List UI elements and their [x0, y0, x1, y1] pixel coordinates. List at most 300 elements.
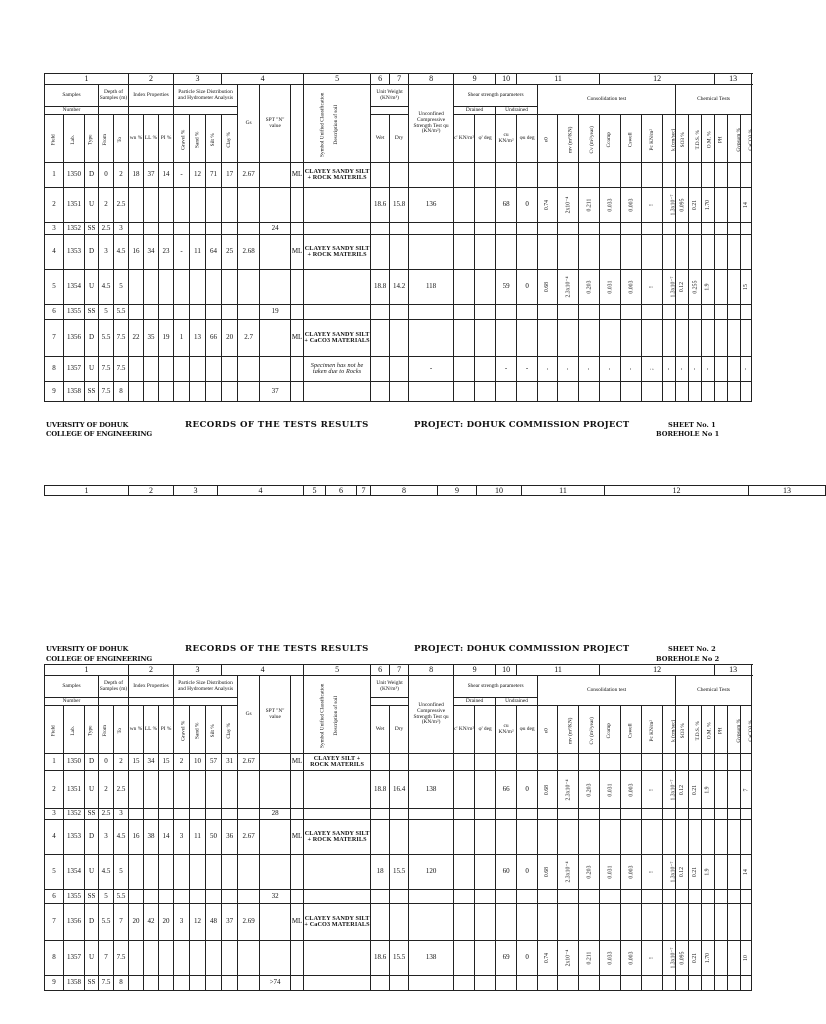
- sheet2-hdr-shear: Shear strength parameters: [454, 676, 538, 698]
- sheet1-cell-gs: [238, 223, 260, 235]
- sheet2-hdr-undrained: Undrained: [496, 698, 538, 706]
- sheet1-cell-mv: [558, 223, 579, 235]
- sheet2-cell-gs: 2.67: [238, 820, 260, 855]
- sheet1-hdr-chemical: Chemical Tests: [676, 85, 752, 115]
- sheet2-cell-k: [663, 890, 676, 904]
- sheet2-table-row: [45, 976, 752, 991]
- sheet2-cell-to: 7: [114, 904, 129, 941]
- sheet1-cell-c: [454, 270, 475, 305]
- sheet1-cell-from: 7.5: [99, 357, 114, 382]
- sheet2-cell-c: [454, 976, 475, 991]
- sheet2-cell-spt: [260, 754, 291, 771]
- sheet2-cell-desc: CLAYEY SILT + ROCK MATERILS: [304, 754, 371, 771]
- sheet2-cell-tds: [689, 771, 702, 809]
- sheet2-cell-gyp: [728, 855, 741, 890]
- sheet1-cell-clay: [222, 305, 238, 320]
- sheet1-cell-e0-text: 0.68: [544, 282, 551, 293]
- sheet2-cell-cv-text: 0.203: [586, 783, 593, 797]
- sheet1-cell-om: [702, 320, 715, 357]
- sheet1-hdr-pc-text: Pc KN/m²: [649, 128, 656, 151]
- sheet1-cell-gyp: [728, 223, 741, 235]
- sheet1-cell-e0: [538, 382, 558, 402]
- sheet2-cell-spt: [260, 904, 291, 941]
- sheet1-cell-dry: [390, 357, 409, 382]
- sheet2-cell-e0: [538, 754, 558, 771]
- sheet2-cell-so3: [676, 941, 689, 976]
- sheet1-hdr-sand-text: Sand %: [194, 131, 201, 148]
- sheet1-cell-silt: [206, 188, 222, 223]
- sheet1-cell-clay: 20: [222, 320, 238, 357]
- sheet2-cell-cc-text: 0.031: [607, 783, 614, 797]
- sheet2-col-number: 11: [517, 665, 600, 676]
- sheet1-cell-ll: [144, 223, 159, 235]
- sheet2-cell-caco3-text: 14: [743, 869, 750, 876]
- sheet2-cell-wet: [371, 820, 390, 855]
- sheet2-cell-qu: 138: [409, 941, 454, 976]
- sheet2-cell-gyp: [728, 976, 741, 991]
- sheet2-cell-ph: [715, 809, 728, 820]
- sheet1-cell-wet: 18.6: [371, 188, 390, 223]
- sheet1-hdr-c_prime: c' KN/m²: [454, 115, 475, 163]
- sheet1-cell-qu: [409, 223, 454, 235]
- sheet1-table-row: [45, 320, 752, 357]
- sheet2-table-row: [45, 820, 752, 855]
- sheet2-cell-phi: [475, 890, 496, 904]
- sheet2-cell-sand: [190, 941, 206, 976]
- sheet1-cell-pi: 14: [159, 163, 174, 188]
- sheet2-cell-cs: [621, 904, 642, 941]
- sheet2-col-number: 12: [600, 665, 715, 676]
- sheet2-hdr-cv: [579, 706, 600, 754]
- sheet1-col-number: 2: [129, 74, 174, 85]
- sheet2-hdr-cv-text: Cv (m²/year): [588, 716, 595, 745]
- sheet1-project-title: PROJECT: DOHUK COMMISSION PROJECT: [414, 420, 630, 430]
- sheet1-cell-sym: [291, 382, 304, 402]
- sheet1-cell-type: D: [85, 320, 99, 357]
- sheet2-university: UVERSITY OF DOHUK: [46, 645, 129, 653]
- sheet2-cell-clay: [222, 809, 238, 820]
- sheet2-cell-so3-text: 0.12: [679, 867, 686, 878]
- sheet2-cell-cu: [496, 976, 517, 991]
- sheet1-cell-dry: [390, 305, 409, 320]
- sheet1-hdr-e0-text: e0: [543, 136, 550, 142]
- sheet1-cell-ph: [715, 235, 728, 270]
- sheet1-col-number: 4: [222, 74, 304, 85]
- sheet2-cell-dry: [390, 754, 409, 771]
- sheet2-hdr-phi_prime: φ' deg: [475, 706, 496, 754]
- sheet1-hdr-description: [304, 85, 371, 163]
- sheet1-cell-qu: [409, 382, 454, 402]
- sheet2-cell-sand: [190, 855, 206, 890]
- sheet2-cell-to: 4.5: [114, 820, 129, 855]
- sheet2-cell-sym: [291, 941, 304, 976]
- sheet2-cell-field: 6: [45, 890, 64, 904]
- sheet2-cell-phi: [475, 771, 496, 809]
- sheet1-cell-desc: CLAYEY SANDY SILT + ROCK MATERILS: [304, 163, 371, 188]
- sheet1-cell-om: [702, 223, 715, 235]
- sheet2-cell-caco3: [741, 809, 752, 820]
- sheet2-table-row: [45, 890, 752, 904]
- sheet1-cell-sym: ML: [291, 235, 304, 270]
- sheet1-cell-ph: [715, 163, 728, 188]
- sheet1-col-number: 13: [715, 74, 752, 85]
- sheet1-cell-om-text: 1.9: [705, 283, 712, 291]
- sheet2-cell-e0-text: 0.68: [544, 784, 551, 795]
- sheet1-cell-k: [663, 357, 676, 382]
- sheet2-cell-phiu: [517, 809, 538, 820]
- sheet2-cell-cu: 66: [496, 771, 517, 809]
- sheet2-cell-gs: 2.69: [238, 904, 260, 941]
- sheet2-cell-field: 7: [45, 904, 64, 941]
- sheet2-cell-field: 4: [45, 820, 64, 855]
- sheet1-cell-silt: 66: [206, 320, 222, 357]
- sheet1-hdr-cv-text: Cv (m²/year): [588, 125, 595, 154]
- sheet1-cell-spt: 24: [260, 223, 291, 235]
- sheet1-cell-cu: [496, 305, 517, 320]
- sheet1-cell-gyp: [728, 235, 741, 270]
- sheet1-cell-ph: [715, 188, 728, 223]
- sheet1-cell-dry: [390, 223, 409, 235]
- sheet1-cell-cv: [579, 305, 600, 320]
- sheet2-cell-tds: [689, 754, 702, 771]
- sheet2-cell-wet: [371, 976, 390, 991]
- sheet2-college: COLLEGE OF ENGINEERING: [46, 655, 152, 663]
- sheet1-cell-ph: [715, 357, 728, 382]
- sheet1-cell-tds: [689, 163, 702, 188]
- sheet1-cell-ph: [715, 320, 728, 357]
- sheet1-cell-ll: [144, 357, 159, 382]
- sheet1-col-number: 12: [600, 74, 715, 85]
- sheet1-cell-cu: [496, 382, 517, 402]
- sheet2-hdr-sand: [190, 706, 206, 754]
- sheet1-cell-type: U: [85, 188, 99, 223]
- sheet1-cell-phi: [475, 235, 496, 270]
- sheet1-hdr-so3: [676, 115, 689, 163]
- sheet1-cell-so3: [676, 305, 689, 320]
- sheet1-cell-pc-text: ;: [649, 368, 656, 371]
- sheet1-cell-clay: 25: [222, 235, 238, 270]
- sheet2-col-number: 13: [715, 665, 752, 676]
- sheet2-hdr-k-text: k (cm/sec): [670, 719, 677, 742]
- sheet2-cell-clay: 31: [222, 754, 238, 771]
- sheet1-cell-to: 3: [114, 223, 129, 235]
- sheet2-cell-c: [454, 820, 475, 855]
- sheet2-cell-sand: 11: [190, 820, 206, 855]
- sheet2-hdr-from: [99, 706, 114, 754]
- sheet1-cell-mv: [558, 357, 579, 382]
- sheet2-cell-silt: 48: [206, 904, 222, 941]
- sheet2-cell-pc: [642, 904, 663, 941]
- sheet2-cell-pc-text: !: [649, 871, 656, 874]
- sheet1-cell-silt: [206, 382, 222, 402]
- sheet1-cell-field: 9: [45, 382, 64, 402]
- sheet2-cell-lab: 1356: [64, 904, 85, 941]
- sheet2-col-number: 2: [129, 665, 174, 676]
- sheet2-cell-sand: [190, 976, 206, 991]
- sheet1-cell-dry: 14.2: [390, 270, 409, 305]
- sheet2-cell-cu: [496, 904, 517, 941]
- sheet1-cell-cv-text: -: [586, 368, 593, 371]
- sheet1-cell-wet: [371, 357, 390, 382]
- sheet2-cell-mv: [558, 976, 579, 991]
- sheet1-hdr-to: [114, 115, 129, 163]
- sheet2-cell-om-text: 1.9: [705, 786, 712, 794]
- sheet1-hdr-type: [85, 115, 99, 163]
- sheet1-cell-ph: [715, 223, 728, 235]
- sheet1-cell-k-text: 1.3x10⁻⁷: [670, 194, 677, 216]
- sheet1-cell-field: 2: [45, 188, 64, 223]
- sheet2-hdr-ll: LL %: [144, 706, 159, 754]
- sheet2-cell-om: [702, 754, 715, 771]
- sheet2-cell-k-text: 1.3x10⁻⁷: [670, 779, 677, 801]
- sheet1-cell-lab: 1356: [64, 320, 85, 357]
- sheet2-cell-desc: [304, 855, 371, 890]
- sheet2-hdr-gravel-text: Gravel %: [180, 720, 187, 741]
- sheet1-tests-table: [44, 73, 755, 402]
- sheet1-cell-mv-text: 2x10⁻⁴: [565, 197, 572, 214]
- sheet2-cell-dry: 15.5: [390, 855, 409, 890]
- sheet1-cell-tds: [689, 305, 702, 320]
- sheet2-cell-phiu: [517, 754, 538, 771]
- sheet2-cell-lab: 1358: [64, 976, 85, 991]
- sheet1-cell-gs: 2.7: [238, 320, 260, 357]
- sheet2-hdr-field-text: Field: [50, 725, 57, 736]
- sheet1-cell-c: [454, 320, 475, 357]
- sheet2-cell-pi: 15: [159, 754, 174, 771]
- sheet2-cell-caco3: [741, 820, 752, 855]
- sheet1-cell-clay: [222, 357, 238, 382]
- sheet1-hdr-wn: wn %: [129, 115, 144, 163]
- sheet2-cell-type: D: [85, 904, 99, 941]
- sheet2-cell-gs: 2.67: [238, 754, 260, 771]
- sheet1-cell-pi: 23: [159, 235, 174, 270]
- sheet1-hdr-gravel-text: Gravel %: [180, 129, 187, 150]
- sheet2-col-number: 3: [174, 665, 222, 676]
- sheet1-cell-spt: [260, 163, 291, 188]
- sheet2-cell-spt: [260, 941, 291, 976]
- sheet1-cell-pi: [159, 223, 174, 235]
- sheet1-cell-e0: [538, 270, 558, 305]
- strip-col-number: 4: [218, 486, 304, 496]
- sheet2-cell-mv-text: 2.3x10⁻⁴: [565, 861, 572, 883]
- sheet1-hdr-depth: Depth of Samples (m): [99, 85, 129, 107]
- sheet1-cell-cv: [579, 357, 600, 382]
- sheet1-hdr-so3-text: SO3 %: [679, 131, 686, 148]
- sheet2-cell-om: [702, 855, 715, 890]
- strip-col-number: 11: [522, 486, 605, 496]
- sheet2-cell-cu: [496, 820, 517, 855]
- sheet1-hdr-phi_prime: φ' deg: [475, 115, 496, 163]
- sheet1-cell-k-text: 1.3x10⁻⁷: [670, 276, 677, 298]
- sheet1-cell-to: 4.5: [114, 235, 129, 270]
- sheet1-table-row: [45, 270, 752, 305]
- sheet2-cell-spt: 28: [260, 809, 291, 820]
- sheet1-cell-cs: [621, 188, 642, 223]
- sheet1-cell-phi: [475, 270, 496, 305]
- sheet1-cell-e0: [538, 305, 558, 320]
- sheet1-cell-e0-text: 0.74: [544, 200, 551, 211]
- sheet1-cell-phiu: [517, 235, 538, 270]
- sheet2-cell-silt: [206, 809, 222, 820]
- sheet1-cell-cv: [579, 382, 600, 402]
- sheet1-cell-caco3: [741, 163, 752, 188]
- sheet2-cell-cv: [579, 890, 600, 904]
- sheet1-cell-pc-text: !: [649, 286, 656, 289]
- sheet2-cell-so3: [676, 809, 689, 820]
- sheet1-cell-to: 5.5: [114, 305, 129, 320]
- sheet2-cell-pi: [159, 976, 174, 991]
- sheet1-cell-pc: [642, 270, 663, 305]
- sheet1-cell-phiu: [517, 223, 538, 235]
- sheet1-cell-from: 0: [99, 163, 114, 188]
- sheet2-cell-cc: [600, 855, 621, 890]
- sheet1-cell-spt: 37: [260, 382, 291, 402]
- sheet2-cell-ll: [144, 890, 159, 904]
- strip-col-number: 13: [749, 486, 826, 496]
- sheet1-cell-tds: [689, 382, 702, 402]
- sheet2-cell-type: SS: [85, 809, 99, 820]
- sheet2-cell-cv: [579, 904, 600, 941]
- sheet2-cell-c: [454, 890, 475, 904]
- sheet2-cell-tds: [689, 904, 702, 941]
- sheet1-cell-qu: 118: [409, 270, 454, 305]
- sheet2-cell-k: [663, 976, 676, 991]
- sheet2-hdr-e0-text: e0: [543, 727, 550, 733]
- sheet2-cell-ph: [715, 904, 728, 941]
- sheet2-cell-e0: [538, 904, 558, 941]
- sheet2-cell-so3: [676, 771, 689, 809]
- sheet2-cell-c: [454, 809, 475, 820]
- sheet2-hdr-depth: Depth of Samples (m): [99, 676, 129, 698]
- sheet2-cell-gs: [238, 809, 260, 820]
- sheet1-cell-gyp: [728, 320, 741, 357]
- sheet1-cell-pi: [159, 305, 174, 320]
- sheet2-cell-cu: 60: [496, 855, 517, 890]
- sheet2-cell-silt: [206, 976, 222, 991]
- sheet1-cell-cs-text: -: [628, 368, 635, 371]
- sheet1-cell-gs: [238, 305, 260, 320]
- sheet1-cell-gs: [238, 188, 260, 223]
- sheet1-cell-to: 7.5: [114, 357, 129, 382]
- sheet2-col-number: 9: [454, 665, 496, 676]
- sheet2-cell-spt: >74: [260, 976, 291, 991]
- sheet2-hdr-from-text: From: [102, 724, 109, 737]
- sheet2-hdr-pi: PI %: [159, 706, 174, 754]
- sheet1-cell-wet: [371, 163, 390, 188]
- sheet2-cell-lab: 1352: [64, 809, 85, 820]
- sheet1-cell-sand: [190, 188, 206, 223]
- sheet2-cell-sym: [291, 809, 304, 820]
- sheet1-cell-sym: ML: [291, 320, 304, 357]
- sheet2-cell-gravel: [174, 941, 190, 976]
- sheet1-cell-field: 7: [45, 320, 64, 357]
- sheet1-cell-cs: [621, 163, 642, 188]
- sheet1-cell-from: 2: [99, 188, 114, 223]
- sheet2-table-row: [45, 809, 752, 820]
- sheet2-cell-qu: [409, 904, 454, 941]
- sheet2-cell-tds: [689, 855, 702, 890]
- sheet1-col-number: 8: [409, 74, 454, 85]
- sheet1-hdr-gypsum: [728, 115, 741, 163]
- sheet1-cell-cc: [600, 305, 621, 320]
- sheet1-cell-caco3: [741, 320, 752, 357]
- sheet1-cell-clay: [222, 188, 238, 223]
- sheet2-col-number: 6: [371, 665, 390, 676]
- sheet2-cell-clay: 36: [222, 820, 238, 855]
- sheet2-cell-tds-text: 0.21: [692, 867, 699, 878]
- sheet2-cell-type: SS: [85, 976, 99, 991]
- sheet2-cell-gs: [238, 771, 260, 809]
- sheet2-cell-wet: 18.6: [371, 941, 390, 976]
- sheet2-cell-clay: [222, 855, 238, 890]
- sheet2-cell-pc: [642, 941, 663, 976]
- sheet2-sheet-number: SHEET No. 2: [668, 645, 716, 653]
- sheet1-cell-cv-text: 0.203: [586, 280, 593, 294]
- sheet1-cell-cc-text: -: [607, 368, 614, 371]
- sheet2-cell-wn: 16: [129, 820, 144, 855]
- sheet2-cell-mv: [558, 890, 579, 904]
- sheet1-cell-cs: [621, 223, 642, 235]
- sheet1-cell-to: 2: [114, 163, 129, 188]
- sheet2-cell-pc-text: !: [649, 788, 656, 791]
- sheet1-cell-dry: [390, 382, 409, 402]
- sheet2-cell-from: 0: [99, 754, 114, 771]
- sheet1-hdr-cs-text: Cswell: [627, 132, 634, 147]
- sheet1-hdr-gravel: [174, 115, 190, 163]
- sheet2-records-title: RECORDS OF THE TESTS RESULTS: [185, 644, 369, 654]
- sheet1-hdr-cv: [579, 115, 600, 163]
- sheet1-cell-caco3-text: 15: [743, 284, 750, 291]
- sheet2-cell-phi: [475, 820, 496, 855]
- sheet1-cell-so3: [676, 188, 689, 223]
- sheet1-cell-ph: [715, 305, 728, 320]
- sheet1-cell-phi: [475, 305, 496, 320]
- sheet1-cell-spt: [260, 270, 291, 305]
- sheet2-cell-wet: 18: [371, 855, 390, 890]
- sheet1-cell-qu: [409, 305, 454, 320]
- sheet2-cell-to: 8: [114, 976, 129, 991]
- sheet2-cell-from: 7.5: [99, 976, 114, 991]
- sheet2-cell-sym: ML: [291, 754, 304, 771]
- sheet1-cell-gravel: -: [174, 163, 190, 188]
- sheet1-cell-caco3: [741, 270, 752, 305]
- sheet2-hdr-description-text: Description of soil: [333, 695, 340, 736]
- sheet1-cell-from: 7.5: [99, 382, 114, 402]
- sheet1-cell-caco3: [741, 235, 752, 270]
- sheet1-cell-qu: [409, 163, 454, 188]
- sheet2-cell-type: U: [85, 941, 99, 976]
- sheet1-hdr-blank: [129, 107, 174, 115]
- sheet1-cell-clay: 17: [222, 163, 238, 188]
- sheet1-hdr-blank: [371, 107, 409, 115]
- sheet2-cell-pc-text: !: [649, 957, 656, 960]
- sheet2-cell-phi: [475, 754, 496, 771]
- sheet2-cell-om: [702, 976, 715, 991]
- sheet2-cell-wn: [129, 976, 144, 991]
- sheet1-hdr-undrained: Undrained: [496, 107, 538, 115]
- sheet2-cell-cc: [600, 976, 621, 991]
- sheet1-hdr-blank: [174, 107, 238, 115]
- sheet1-table-row: [45, 382, 752, 402]
- sheet2-hdr-unit-weight: Unit Weight (KN/m³): [371, 676, 409, 698]
- sheet2-cell-field: 8: [45, 941, 64, 976]
- sheet1-col-number: 6: [371, 74, 390, 85]
- sheet1-cell-cc: [600, 270, 621, 305]
- sheet1-cell-wet: [371, 320, 390, 357]
- sheet1-cell-c: [454, 382, 475, 402]
- sheet1-cell-phi: [475, 188, 496, 223]
- sheet2-hdr-samples: Samples: [45, 676, 99, 698]
